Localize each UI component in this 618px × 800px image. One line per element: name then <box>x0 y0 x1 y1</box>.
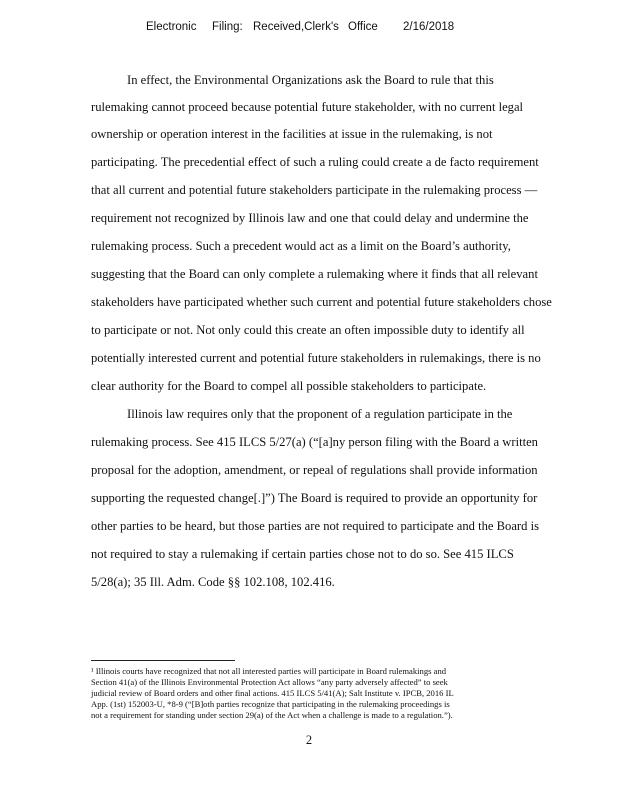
text-line: 5/28(a); 35 Ill. Adm. Code §§ 102.108, 102.416. <box>91 575 335 589</box>
text-line: rulemaking process. Such a precedent would act as a limit on the Board’s authority, <box>91 239 511 253</box>
text-line: Illinois law requires only that the proponent of a regulation participate in the <box>127 407 513 421</box>
footnote-line: judicial review of Board orders and other final actions. 415 ILCS 5/41(A); Salt Institute v. IPCB, 2016 IL <box>91 688 454 698</box>
text-line: to participate or not. Not only could this create an often impossible duty to identify all <box>91 323 525 337</box>
header-office: Office <box>348 21 378 33</box>
header-electronic: Electronic <box>146 21 197 33</box>
text-line: potentially interested current and potential future stakeholders in rulemakings, there is no <box>91 351 541 365</box>
text-line: not required to stay a rulemaking if certain parties chose not to do so. See 415 ILCS <box>91 547 514 561</box>
footnote-line: not a requirement for standing under section 29(a) of the Act when a challenge is made to a regulation.”). <box>91 710 453 720</box>
footnote-line: Section 41(a) of the Illinois Environmental Protection Act allows “any party adversely affected” to seek <box>91 677 448 687</box>
text-line: In effect, the Environmental Organizations ask the Board to rule that this <box>127 73 494 87</box>
text-line: that all current and potential future stakeholders participate in the rulemaking process — <box>91 183 538 197</box>
text-line: supporting the requested change[.]”) The Board is required to provide an opportunity for <box>91 491 538 505</box>
footnote-line: App. (1st) 152003-U, *8-9 (“[B]oth parties recognize that participating in the rulemaking proceedings is <box>91 699 450 709</box>
header-date: 2/16/2018 <box>403 21 455 33</box>
text-line: requirement not recognized by Illinois law and one that could delay and undermine the <box>91 211 529 225</box>
text-line: clear authority for the Board to compel all possible stakeholders to participate. <box>91 379 487 393</box>
text-line: other parties to be heard, but those parties are not required to participate and the Board is <box>91 519 539 533</box>
text-line: ownership or operation interest in the facilities at issue in the rulemaking, is not <box>91 127 493 141</box>
text-line: proposal for the adoption, amendment, or repeal of regulations shall provide information <box>91 463 538 477</box>
text-line: suggesting that the Board can only complete a rulemaking where it finds that all relevant <box>91 267 538 281</box>
text-line: rulemaking process. See 415 ILCS 5/27(a) (“[a]ny person filing with the Board a written <box>91 435 538 449</box>
text-line: rulemaking cannot proceed because potential future stakeholder, with no current legal <box>91 100 524 114</box>
text-line: participating. The precedential effect of such a ruling could create a de facto requirement <box>91 155 539 169</box>
page-number: 2 <box>305 733 313 747</box>
text-line: stakeholders have participated whether such current and potential future stakeholders chose <box>91 295 552 309</box>
header-received-clerks: Received,Clerk's <box>253 21 339 33</box>
footnote-divider <box>91 660 235 661</box>
header-filing: Filing: <box>212 21 243 33</box>
footnote-line: ¹ Illinois courts have recognized that not all interested parties will participate in Board rulemakings and <box>91 666 447 676</box>
